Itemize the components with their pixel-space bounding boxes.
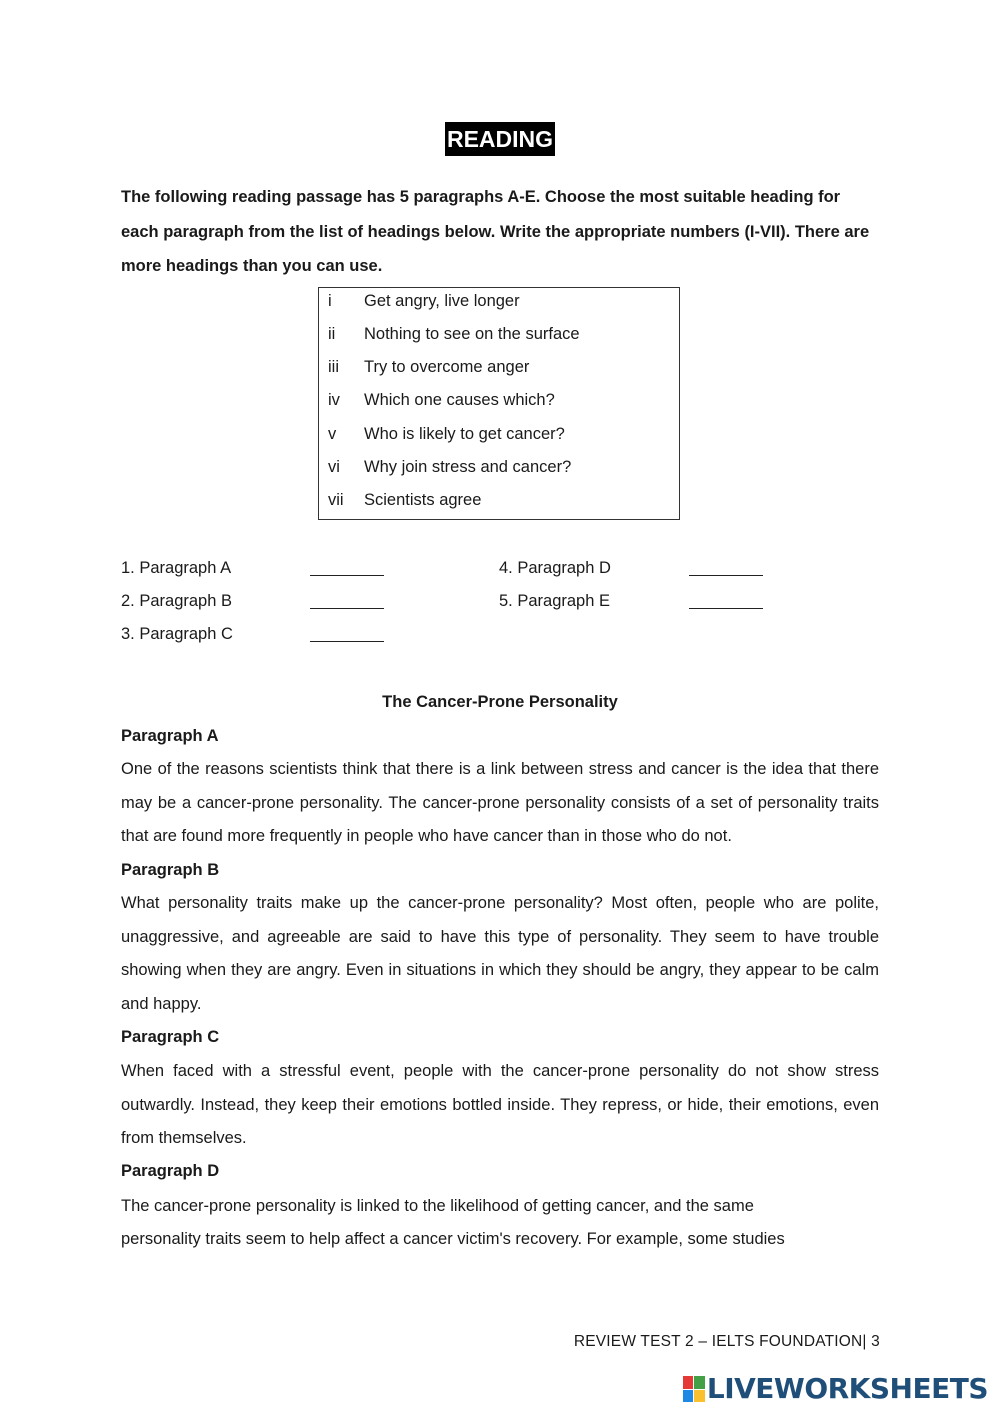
heading-text: Who is likely to get cancer? (364, 425, 565, 443)
paragraph-text: When faced with a stressful event, people with the cancer-prone personality do not show stress outwardly. Instead, they keep their emotions bottled inside. They repress, or hide, their emotions, even from themselves. (121, 1062, 879, 1147)
paragraph-label: Paragraph D (121, 1162, 220, 1180)
page-title: READING (445, 122, 555, 156)
paragraph-label: Paragraph C (121, 1028, 220, 1046)
heading-item (319, 421, 679, 447)
answer-label: 1. Paragraph A (121, 559, 232, 577)
heading-number: iv (328, 391, 340, 409)
paragraph-text: One of the reasons scientists think that there is a link between stress and cancer is the idea that there may be a cancer-prone personality. The cancer-prone personality consists of a set of personality traits that are found more frequently in people who have cancer than in those who do not. (121, 760, 879, 845)
brand-name: LIVEWORKSHEETS (706, 1372, 988, 1405)
heading-number: iii (328, 358, 339, 376)
paragraph-label: Paragraph B (121, 861, 220, 879)
paragraph-text-line: personality traits seem to help affect a cancer victim's recovery. For example, some studies (121, 1230, 785, 1248)
heading-text: Why join stress and cancer? (364, 458, 572, 476)
headings-list (318, 287, 680, 520)
heading-item (319, 387, 679, 413)
heading-text: Which one causes which? (364, 391, 555, 409)
heading-item (319, 454, 679, 480)
passage-title: The Cancer-Prone Personality (382, 693, 618, 711)
heading-number: ii (328, 325, 336, 343)
heading-item (319, 288, 679, 314)
answer-label: 2. Paragraph B (121, 592, 232, 610)
paragraph-text-line: The cancer-prone personality is linked to the likelihood of getting cancer, and the same (121, 1197, 754, 1215)
heading-text: Get angry, live longer (364, 292, 520, 310)
brand-watermark (683, 1372, 988, 1406)
heading-item (319, 321, 679, 347)
heading-text: Scientists agree (364, 491, 482, 509)
heading-text: Try to overcome anger (364, 358, 530, 376)
heading-number: i (328, 292, 332, 310)
answer-blank[interactable] (689, 575, 763, 576)
heading-text: Nothing to see on the surface (364, 325, 580, 343)
instructions: The following reading passage has 5 paragraphs A-E. Choose the most suitable heading for each paragraph from the list of headings below. Write the appropriate numbers (I-VII). There are more headings than you can use. (121, 188, 870, 275)
liveworksheets-logo-icon (683, 1376, 705, 1402)
title-wrap (0, 122, 1000, 156)
heading-number: vi (328, 458, 340, 476)
page-footer: REVIEW TEST 2 – IELTS FOUNDATION| 3 (573, 1333, 880, 1350)
paragraph-text: What personality traits make up the cancer-prone personality? Most often, people who are polite, unaggressive, and agreeable are said to have this type of personality. They seem to have trouble showing when they are angry. Even in situations in which they should be angry, they appear to be calm and happy. (121, 894, 879, 1013)
heading-item (319, 354, 679, 380)
heading-number: vii (328, 491, 344, 509)
heading-item (319, 487, 679, 513)
heading-number: v (328, 425, 337, 443)
answer-label: 3. Paragraph C (121, 625, 233, 643)
answer-blank[interactable] (689, 608, 763, 609)
answer-blank[interactable] (310, 575, 384, 576)
answer-label: 4. Paragraph D (499, 559, 611, 577)
paragraph-label: Paragraph A (121, 727, 219, 745)
answer-blank[interactable] (310, 641, 384, 642)
answer-blank[interactable] (310, 608, 384, 609)
answer-label: 5. Paragraph E (499, 592, 610, 610)
